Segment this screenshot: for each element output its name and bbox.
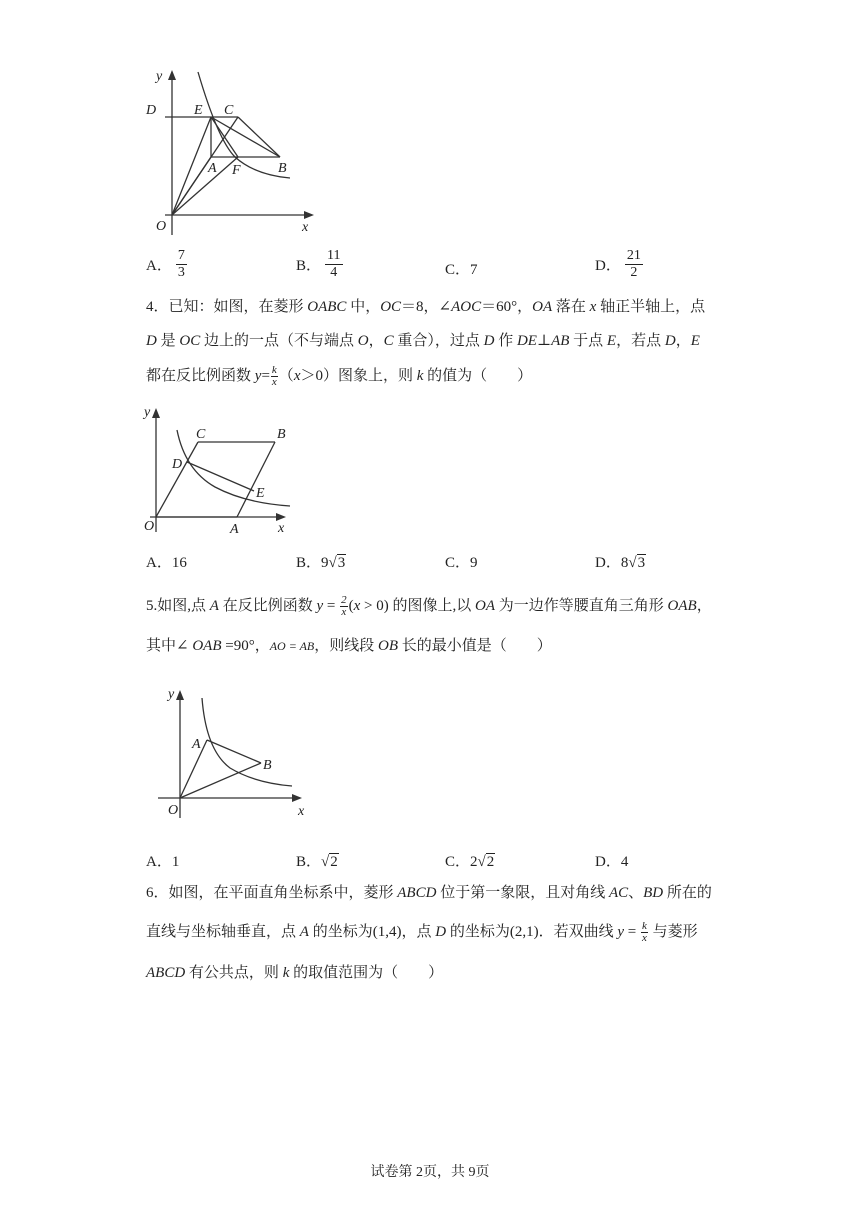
page-footer: 试卷第 2页，共 9页: [370, 1165, 490, 1180]
q5-label-b: B: [263, 758, 272, 773]
q4-option-a[interactable]: A．16: [146, 555, 187, 571]
q3-option-b[interactable]: B． $\frac{11}{4}$: [296, 248, 341, 280]
fraction: $\frac{2}{x}$: [341, 594, 347, 619]
q4-line-1: 4．已知：如图，在菱形 OABC 中，OC＝8，∠AOC＝60°，OA 落在 x 轴正半轴上，点: [146, 299, 706, 315]
q3-label-a: A: [208, 161, 217, 176]
q3-label-c: C: [224, 103, 234, 118]
q5-option-a[interactable]: A．1: [146, 854, 180, 870]
q3-label-b: B: [278, 161, 287, 176]
q3-label-y: y: [156, 69, 163, 84]
q4-option-d[interactable]: D．8√3: [595, 555, 646, 571]
q6-line-3: ABCD 有公共点，则 k 的取值范围为（ ）: [146, 965, 444, 981]
q3-label-o: O: [156, 219, 167, 234]
q5-line-1: 5.如图,点 A 在反比例函数 y = $\frac{2}{x}$ (x > 0) 的图像上,以 OA 为一边作等腰直角三角形 OAB，: [146, 594, 712, 619]
q4-label-d: D: [172, 457, 183, 472]
q4-label-o: O: [144, 519, 155, 534]
q6-line-1: 6．如图，在平面直角坐标系中，菱形 ABCD 位于第一象限，且对角线 AC、BD 所在的: [146, 885, 712, 901]
q4-label-x: x: [278, 521, 285, 536]
q3-option-d[interactable]: D． $\frac{21}{2}$: [595, 248, 641, 280]
q3-label-f: F: [232, 163, 241, 178]
q5-label-x: x: [298, 804, 305, 819]
q4-figure: [140, 400, 300, 540]
fraction: $\frac{k}{x}$: [641, 920, 647, 945]
q4-line-3: 都在反比例函数 y= $\frac{k}{x}$ （x＞0）图象上，则 k 的值为（ ）: [146, 364, 533, 389]
q5-label-o: O: [168, 803, 179, 818]
q5-option-c[interactable]: C．2√2: [445, 854, 495, 870]
q4-label-b: B: [277, 427, 286, 442]
q4-option-b[interactable]: B．9√3: [296, 555, 346, 571]
q4-line-2: D 是 OC 边上的一点（不与端点 O，C 重合），过点 D 作 DE⊥AB 于点 E，若点 D，E: [146, 333, 700, 349]
q3-label-d: D: [146, 103, 157, 118]
q5-label-y: y: [168, 687, 175, 702]
fraction: $\frac{7}{3}$: [177, 248, 185, 280]
fraction: $\frac{21}{2}$: [626, 248, 641, 280]
q3-option-a[interactable]: A． $\frac{7}{3}$: [146, 248, 185, 280]
q5-label-a: A: [192, 737, 201, 752]
q3-option-c[interactable]: C．7: [445, 262, 478, 278]
q3-label-e: E: [194, 103, 203, 118]
q6-line-2: 直线与坐标轴垂直，点 A 的坐标为(1,4)，点 D 的坐标为(2,1)．若双曲线 y = $\frac{k}{x}$ 与菱形: [146, 920, 698, 945]
q3-figure: [140, 60, 340, 245]
q4-label-c: C: [196, 427, 206, 442]
q5-figure: [150, 680, 320, 825]
q5-line-2: 其中∠ OAB =90°，AO = AB，则线段 OB 长的最小值是（ ）: [146, 638, 552, 654]
fraction: $\frac{k}{x}$: [271, 364, 277, 389]
q4-label-e: E: [256, 486, 265, 501]
q4-option-c[interactable]: C．9: [445, 555, 478, 571]
q4-label-a: A: [230, 522, 239, 537]
q5-option-b[interactable]: B．√2: [296, 854, 338, 870]
q3-label-x: x: [302, 220, 309, 235]
q5-option-d[interactable]: D．4: [595, 854, 629, 870]
fraction: $\frac{11}{4}$: [327, 248, 341, 280]
q4-label-y: y: [144, 405, 151, 420]
